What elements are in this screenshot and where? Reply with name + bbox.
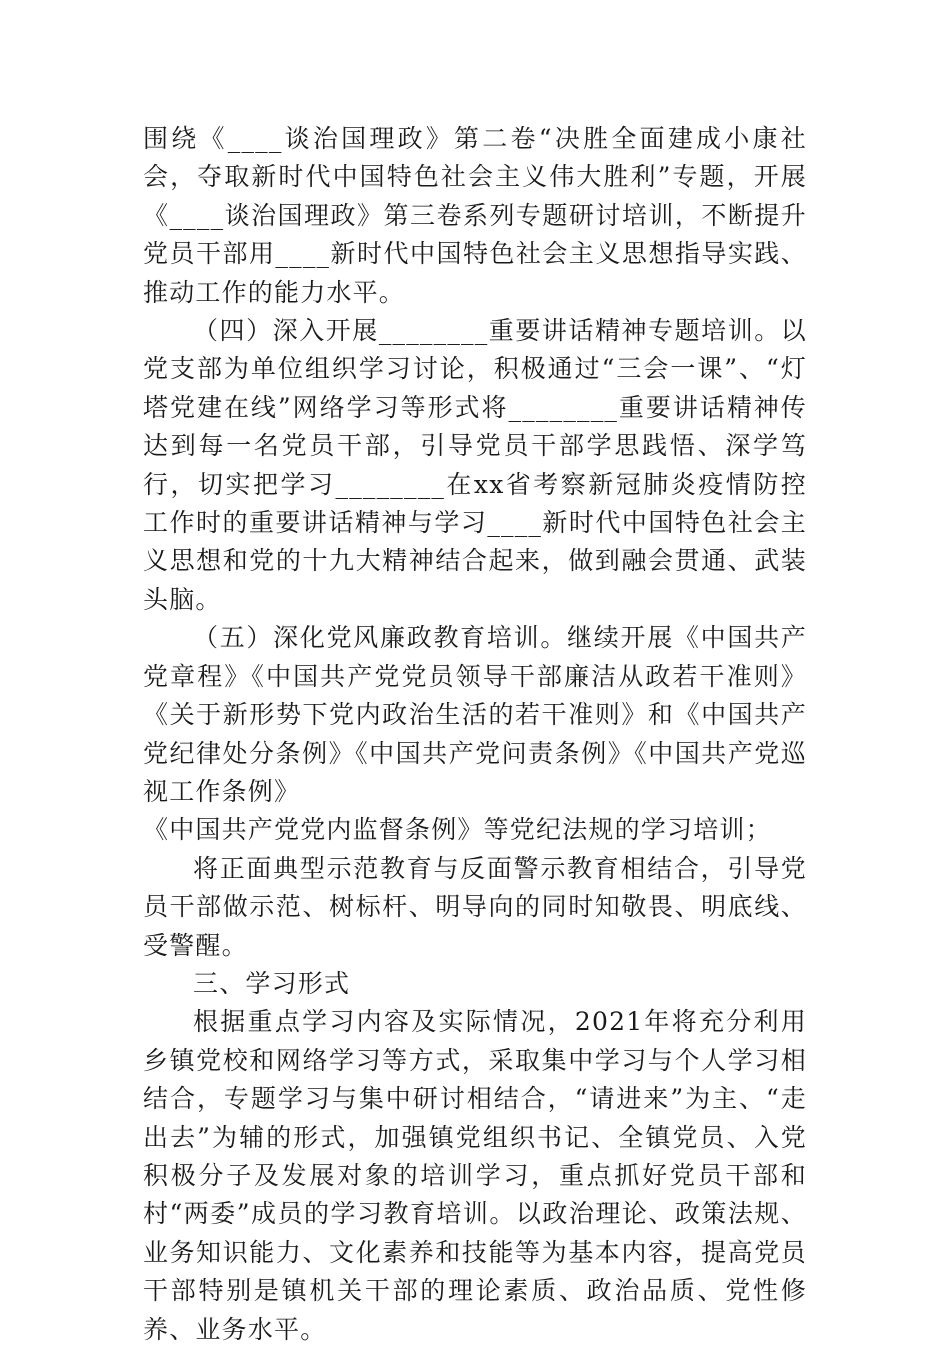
paragraph-warning-education: 将正面典型示范教育与反面警示教育相结合，引导党员干部做示范、树标杆、明导向的同时知敬畏、明底线、受警醒。 [143, 853, 807, 960]
paragraph-study-form-details: 根据重点学习内容及实际情况，2021年将充分利用乡镇党校和网络学习等方式，采取集中学习与个人学习相结合，专题学习与集中研讨相结合，“请进来”为主、“走出去”为辅的形式，加强镇党组织书记、全镇党员、入党积极分子及发展对象的培训学习，重点抓好党员干部和村“两委”成员的学习教育培训。以政治理论、政策法规、业务知识能力、文化素养和技能等为基本内容，提高党员干部特别是镇机关干部的理论素质、政治品质、党性修养、业务水平。 [143, 1007, 807, 1344]
document-body [143, 120, 807, 1349]
paragraph-xi-theory-study: 围绕《____谈治国理政》第二卷“决胜全面建成小康社会，夺取新时代中国特色社会主义伟大胜利”专题，开展《____谈治国理政》第三卷系列专题研讨培训，不断提升党员干部用____新时代中国特色社会主义思想指导实践、推动工作的能力水平。 [143, 124, 807, 307]
paragraph-section-5-anti-corruption: （五）深化党风廉政教育培训。继续开展《中国共产党章程》《中国共产党党员领导干部廉洁从政若干准则》《关于新形势下党内政治生活的若干准则》和《中国共产党纪律处分条例》《中国共产党问责条例》《中国共产党巡视工作条例》 [143, 623, 807, 806]
paragraph-supervision-regulation: 《中国共产党党内监督条例》等党纪法规的学习培训； [143, 815, 772, 845]
paragraph-section-4-speech-training: （四）深入开展________重要讲话精神专题培训。以党支部为单位组织学习讨论，积极通过“三会一课”、“灯塔党建在线”网络学习等形式将________重要讲话精神传达到每一名党员干部，引导党员干部学思践悟、深学笃行，切实把学习________在xx省考察新冠肺炎疫情防控工作时的重要讲话精神与学习____新时代中国特色社会主义思想和党的十九大精神结合起来，做到融会贯通、武装头脑。 [143, 316, 807, 614]
section-heading-study-form: 三、学习形式 [193, 968, 351, 998]
